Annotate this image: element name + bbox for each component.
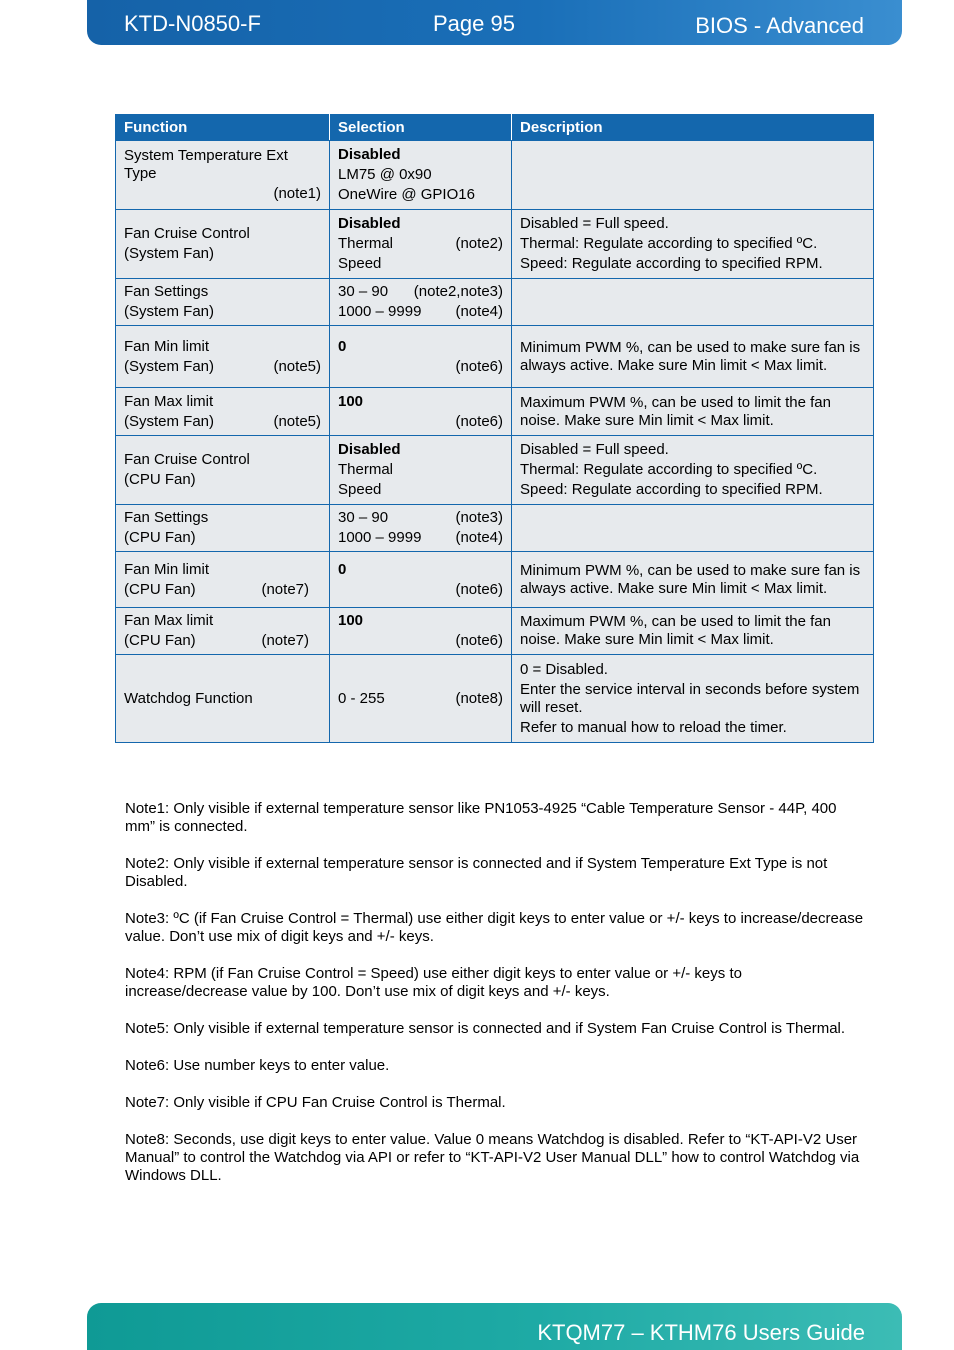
selection-note: (note2) — [455, 235, 503, 252]
table-header-row — [116, 115, 874, 141]
table-row — [116, 655, 874, 743]
page-number: Page 95 — [433, 11, 515, 36]
bios-settings-table — [115, 114, 874, 743]
table-row — [116, 210, 874, 279]
function-sublabel: (CPU Fan) — [124, 632, 196, 649]
function-sublabel: (System Fan) — [124, 245, 215, 262]
description-line: Minimum PWM %, can be used to make sure fan is always active. Make sure Min limit < Max limit. — [520, 561, 861, 597]
selection-option: LM75 @ 0x90 — [338, 166, 432, 183]
note-6: Note6: Use number keys to enter value. — [125, 1057, 390, 1074]
function-note: (note7) — [261, 580, 309, 598]
selection-range: 30 – 90 — [338, 283, 389, 300]
selection-option: Thermal — [338, 461, 394, 478]
note-7: Note7: Only visible if CPU Fan Cruise Control is Thermal. — [125, 1094, 506, 1111]
description-cell — [512, 655, 874, 743]
selection-cell — [330, 655, 512, 743]
note-4: Note4: RPM (if Fan Cruise Control = Speed) use either digit keys to enter value or +/- keys to increase/decrease value by 100. Don’t use mix of digit keys and +/- keys. — [125, 965, 742, 1000]
note-8: Note8: Seconds, use digit keys to enter value. Value 0 means Watchdog is disabled. Refer to “KT-API-V2 User Manual” to control the Watchdog via API or refer to “KT-API-V2 User Manual DLL” how to control Watchdog via Windows DLL. — [125, 1131, 860, 1184]
selection-cell — [330, 388, 512, 436]
selection-cell — [330, 326, 512, 388]
function-sublabel: (System Fan) — [124, 357, 215, 375]
guide-title: KTQM77 – KTHM76 Users Guide — [537, 1320, 865, 1345]
selection-note: (note4) — [455, 529, 503, 546]
function-cell — [116, 326, 330, 388]
note-2: Note2: Only visible if external temperature sensor is connected and if System Temperature Ext Type is not Disabled. — [125, 855, 828, 890]
function-label: Fan Settings — [124, 283, 209, 300]
function-sublabel: (System Fan) — [124, 412, 215, 430]
description-cell — [512, 141, 874, 210]
selection-option: Thermal — [338, 235, 394, 252]
table-row — [116, 326, 874, 388]
notes-section — [125, 800, 865, 1204]
selection-note: (note6) — [455, 632, 503, 649]
function-label: Fan Cruise Control — [124, 225, 250, 242]
function-label: Fan Settings — [124, 509, 209, 526]
function-cell — [116, 210, 330, 279]
selection-default: 0 — [338, 337, 347, 355]
table-row — [116, 552, 874, 608]
selection-default: 100 — [338, 612, 364, 629]
function-label: Watchdog Function — [124, 689, 253, 707]
function-note: (note1) — [273, 185, 321, 202]
description-cell — [512, 436, 874, 505]
function-label: System Temperature Ext Type — [124, 147, 288, 182]
function-label: Fan Max limit — [124, 392, 214, 410]
description-cell — [512, 279, 874, 326]
selection-default: 100 — [338, 392, 364, 410]
description-line: Maximum PWM %, can be used to limit the fan noise. Make sure Min limit < Max limit. — [520, 613, 831, 648]
selection-option: Speed — [338, 481, 382, 498]
function-note: (note7) — [261, 632, 309, 649]
note-3: Note3: ºC (if Fan Cruise Control = Thermal) use either digit keys to enter value or +/- keys to increase/decrease value. Don’t use mix of digit keys and +/- keys. — [125, 910, 864, 945]
function-cell — [116, 388, 330, 436]
function-sublabel: (CPU Fan) — [124, 580, 196, 598]
description-line: Disabled = Full speed. — [520, 215, 669, 232]
function-label: Fan Min limit — [124, 560, 210, 578]
selection-range: 1000 – 9999 — [338, 529, 422, 546]
page-footer — [87, 1303, 902, 1350]
selection-cell — [330, 210, 512, 279]
description-line: Thermal: Regulate according to specified ºC. — [520, 461, 818, 478]
selection-option: Speed — [338, 255, 382, 272]
table-row — [116, 141, 874, 210]
description-cell — [512, 608, 874, 655]
description-line: Enter the service interval in seconds before system will reset. — [520, 680, 860, 716]
function-cell — [116, 279, 330, 326]
table-row — [116, 608, 874, 655]
column-header-function: Function — [116, 115, 330, 141]
description-cell — [512, 326, 874, 388]
description-cell — [512, 388, 874, 436]
function-cell — [116, 552, 330, 608]
description-line: Maximum PWM %, can be used to limit the fan noise. Make sure Min limit < Max limit. — [520, 393, 831, 429]
function-cell — [116, 436, 330, 505]
table-row — [116, 388, 874, 436]
selection-note: (note4) — [455, 303, 503, 320]
description-line: Disabled = Full speed. — [520, 441, 669, 458]
description-line: 0 = Disabled. — [520, 660, 608, 678]
description-line: Refer to manual how to reload the timer. — [520, 718, 787, 736]
column-header-description: Description — [512, 115, 874, 141]
selection-option: OneWire @ GPIO16 — [338, 186, 475, 203]
column-header-selection: Selection — [330, 115, 512, 141]
selection-note: (note3) — [455, 509, 503, 526]
function-label: Fan Max limit — [124, 612, 214, 629]
function-cell — [116, 505, 330, 552]
function-note: (note5) — [273, 357, 321, 375]
section-title: BIOS - Advanced — [695, 13, 864, 38]
table-row — [116, 279, 874, 326]
function-sublabel: (System Fan) — [124, 303, 215, 320]
selection-default: Disabled — [338, 215, 401, 232]
function-sublabel: (CPU Fan) — [124, 471, 196, 488]
note-1: Note1: Only visible if external temperature sensor like PN1053-4925 “Cable Temperature Sensor - 44P, 400 mm” is connected. — [125, 800, 837, 835]
selection-cell — [330, 141, 512, 210]
table-row — [116, 505, 874, 552]
description-line: Speed: Regulate according to specified RPM. — [520, 255, 823, 272]
selection-note: (note6) — [455, 357, 503, 375]
selection-note: (note6) — [455, 412, 503, 430]
description-cell — [512, 505, 874, 552]
note-5: Note5: Only visible if external temperature sensor is connected and if System Fan Cruise Control is Thermal. — [125, 1020, 846, 1037]
selection-default: 0 — [338, 560, 347, 578]
selection-cell — [330, 552, 512, 608]
function-note: (note5) — [273, 412, 321, 430]
selection-note: (note2,note3) — [413, 283, 503, 300]
selection-range: 30 – 90 — [338, 509, 389, 526]
selection-cell — [330, 279, 512, 326]
selection-default: Disabled — [338, 146, 401, 163]
selection-note: (note8) — [455, 689, 503, 707]
function-cell — [116, 655, 330, 743]
description-line: Minimum PWM %, can be used to make sure fan is always active. Make sure Min limit < Max limit. — [520, 338, 861, 374]
description-line: Thermal: Regulate according to specified ºC. — [520, 235, 818, 252]
document-id: KTD-N0850-F — [124, 11, 261, 36]
description-cell — [512, 210, 874, 279]
function-sublabel: (CPU Fan) — [124, 529, 196, 546]
selection-note: (note6) — [455, 580, 503, 598]
selection-default: Disabled — [338, 441, 401, 458]
selection-cell — [330, 436, 512, 505]
page-header — [87, 0, 902, 45]
selection-cell — [330, 608, 512, 655]
function-cell — [116, 608, 330, 655]
description-line: Speed: Regulate according to specified RPM. — [520, 481, 823, 498]
selection-cell — [330, 505, 512, 552]
function-label: Fan Min limit — [124, 337, 210, 355]
function-label: Fan Cruise Control — [124, 451, 250, 468]
table-row — [116, 436, 874, 505]
selection-range: 0 - 255 — [338, 689, 385, 707]
function-cell — [116, 141, 330, 210]
description-cell — [512, 552, 874, 608]
selection-range: 1000 – 9999 — [338, 303, 422, 320]
